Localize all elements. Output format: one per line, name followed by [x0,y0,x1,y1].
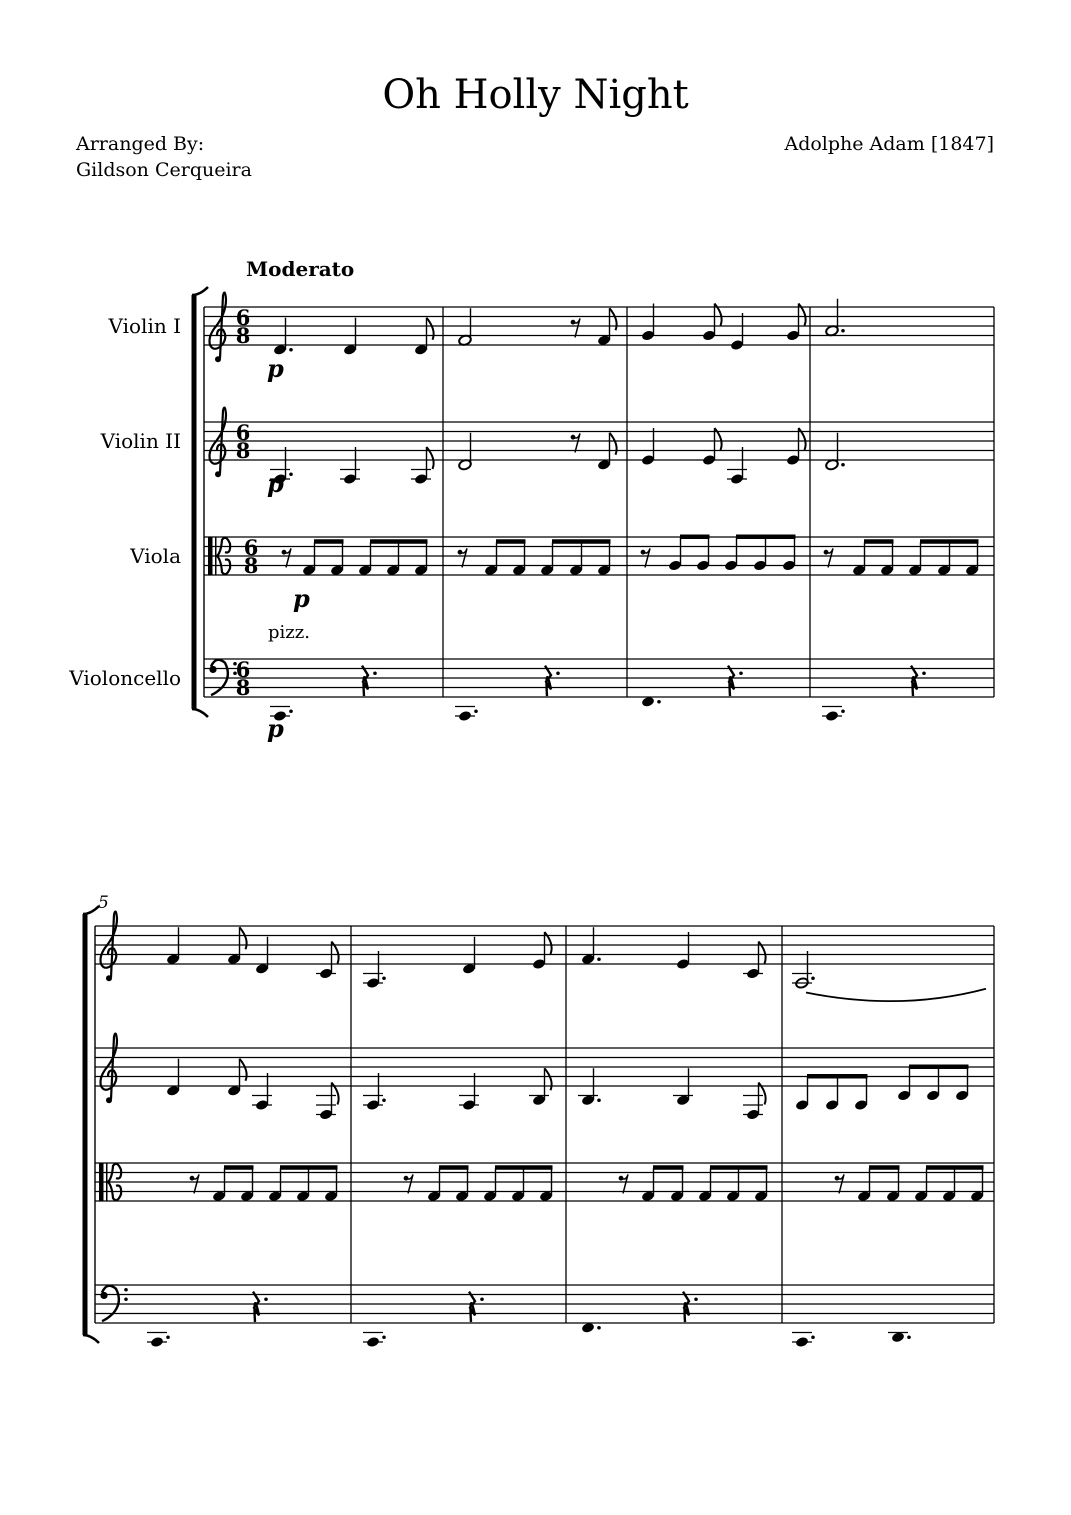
augmentation-dot [597,957,601,961]
beam [807,1074,868,1079]
time-sig-top-violin-2: 6 [235,420,251,445]
note [462,937,476,975]
alto-clef-bar-thin [106,1163,108,1201]
beamed-eighths [427,1165,469,1202]
augmentation-dot [289,348,293,352]
bracket-top-hook [192,287,208,295]
augmentation-dot [907,1335,911,1339]
beamed-eighths [897,1065,969,1102]
eighth-rest [404,1174,413,1193]
beam [920,539,979,544]
bass-clef-dot [124,1288,128,1292]
beam [552,539,611,544]
dynamic-violin-1: p [267,354,284,383]
time-sig-top-violin-1: 6 [235,305,251,330]
note [743,942,766,980]
note [340,447,360,485]
rest-stroke [683,1292,689,1322]
beamed-eighths [302,539,344,576]
quarter-rest [545,666,560,696]
eighth-rest [619,1174,628,1193]
note [316,1083,339,1121]
quarter-rest [362,666,377,696]
beam [864,539,894,544]
augmentation-dot [841,329,845,333]
note [676,932,690,970]
note [743,1083,766,1121]
note [888,1331,911,1343]
quarter-rest [728,666,743,696]
beam [496,539,526,544]
note [363,951,386,989]
note [825,433,845,471]
note [343,318,357,356]
augmentation-dot [166,1335,170,1339]
augmentation-dot [597,1326,601,1330]
beam [680,535,710,540]
eighth-rest [571,433,580,452]
note [597,308,617,346]
note [458,308,472,346]
eighth-rest [824,548,833,567]
note [727,447,747,485]
quarter-rest [683,1292,698,1322]
quarter-rest [911,666,926,696]
note [792,1333,815,1349]
beamed-eighths [908,539,979,576]
augmentation-dot [811,1335,815,1339]
instrument-label-viola: Viola [130,544,181,568]
eighth-rest [282,548,291,567]
alto-clef-bar [208,537,213,575]
bracket-bottom-hook [83,1335,99,1343]
beam [653,1165,684,1170]
note [597,433,617,471]
time-sig-bottom-viola: 8 [243,553,259,578]
note [822,707,845,723]
note [455,707,478,723]
instrument-label-violin-2: Violin II [100,429,181,453]
note [641,428,655,466]
beamed-eighths [641,1165,684,1202]
flag [545,1068,552,1090]
eighth-rest [641,548,650,567]
text-layer [68,305,310,913]
note [147,1333,170,1349]
augmentation-dot [657,700,661,704]
rest-stroke [545,666,551,696]
augmentation-dot [841,709,845,713]
note [363,1073,386,1111]
tie [806,989,986,1001]
augmentation-dot [841,463,845,467]
rest-stroke [362,666,368,696]
eighth-rest [458,548,467,567]
instrument-label-violin-1: Violin I [108,314,181,338]
note [578,1068,601,1106]
treble-clef-dot [215,356,221,362]
dynamic-viola: p [293,584,310,613]
beamed-eighths [484,539,526,576]
note [255,937,269,975]
beam [280,1165,338,1170]
beam [495,1165,553,1170]
beam [439,1165,469,1170]
time-sig-top-violoncello: 6 [235,657,251,682]
note [673,1068,693,1106]
note [458,433,472,471]
augmentation-dot [811,976,815,980]
bass-clef-dot [124,1297,128,1301]
beam [224,1165,254,1170]
beamed-eighths [914,1165,984,1202]
augmentation-dot [289,472,293,476]
time-sig-bottom-violoncello: 8 [235,675,251,700]
dynamic-violoncello: p [267,714,284,743]
note [411,447,434,485]
alto-clef-bar-thin [215,537,217,575]
flag [610,433,617,455]
augmentation-dot [382,1098,386,1102]
composer: Adolphe Adam [1847] [784,133,994,155]
note [227,1059,247,1097]
augmentation-dot [264,1297,268,1301]
rest-stroke [911,666,917,696]
flag [610,308,617,330]
beam [710,1165,768,1170]
staff-layer [83,287,994,1343]
beamed-eighths [795,1074,868,1111]
time-sig-top-viola: 6 [243,535,259,560]
beamed-eighths [540,539,611,576]
dynamic-violin-2: p [267,469,284,498]
eighth-rest [190,1174,199,1193]
augmentation-dot [373,671,377,675]
quarter-rest [253,1292,268,1322]
bracket-top-hook [83,906,99,914]
augmentation-dot [922,671,926,675]
beam [370,539,428,544]
augmentation-dot [556,671,560,675]
bass-clef-head [100,1292,107,1299]
note [581,927,601,965]
flag [240,927,247,949]
quarter-rest [469,1292,484,1322]
augmentation-dot [739,671,743,675]
note [252,1073,272,1111]
treble-clef [210,293,227,363]
note [792,951,815,989]
note [414,318,434,356]
beamed-eighths [268,1165,338,1202]
alto-clef-bar [99,1163,104,1201]
note [459,1073,479,1111]
note [273,318,293,356]
beamed-eighths [852,539,894,576]
note [641,304,655,342]
treble-clef-dot [106,1097,112,1103]
beamed-eighths [212,1165,254,1202]
beamed-eighths [483,1165,553,1202]
rest-stroke [253,1292,259,1322]
beam [926,1165,984,1170]
augmentation-dot [382,1335,386,1339]
eighth-rest [571,318,580,337]
tempo-marking: Moderato [246,257,355,281]
flag [240,1059,247,1081]
rest-stroke [469,1292,475,1322]
flag [427,318,434,340]
beam [909,1065,969,1070]
augmentation-dot [382,976,386,980]
beam [314,539,344,544]
eighth-rest [835,1174,844,1193]
note [227,927,247,965]
beamed-eighths [698,1165,768,1202]
measure-number: 5 [98,893,109,913]
pizz-marking: pizz. [268,622,310,643]
note [166,1059,180,1097]
time-sig-bottom-violin-2: 8 [235,438,251,463]
treble-clef-dot [215,471,221,477]
beam [736,535,796,540]
treble-clef [101,1034,118,1104]
beamed-eighths [857,1165,900,1202]
arranger-name: Gildson Cerqueira [76,159,252,181]
augmentation-dot [289,709,293,713]
treble-clef [210,408,227,478]
augmentation-dot [597,1098,601,1102]
beamed-eighths [358,539,428,576]
beam [869,1165,900,1170]
note [730,313,744,351]
augmentation-dot [480,1297,484,1301]
time-sig-bottom-violin-1: 8 [235,323,251,348]
bracket-bottom-hook [192,709,208,717]
instrument-label-violoncello: Violoncello [69,666,181,690]
treble-clef [101,912,118,982]
note [363,1333,386,1349]
note [316,942,339,980]
note [529,1068,552,1106]
treble-clef-dot [106,975,112,981]
augmentation-dot [694,1297,698,1301]
note [166,927,180,965]
bass-clef-head [209,666,216,673]
note [825,299,845,337]
rest-stroke [728,666,734,696]
beamed-eighths [724,535,796,572]
augmentation-dot [474,709,478,713]
arranger-label: Arranged By: [76,133,205,155]
score-title: Oh Holly Night [382,72,689,118]
